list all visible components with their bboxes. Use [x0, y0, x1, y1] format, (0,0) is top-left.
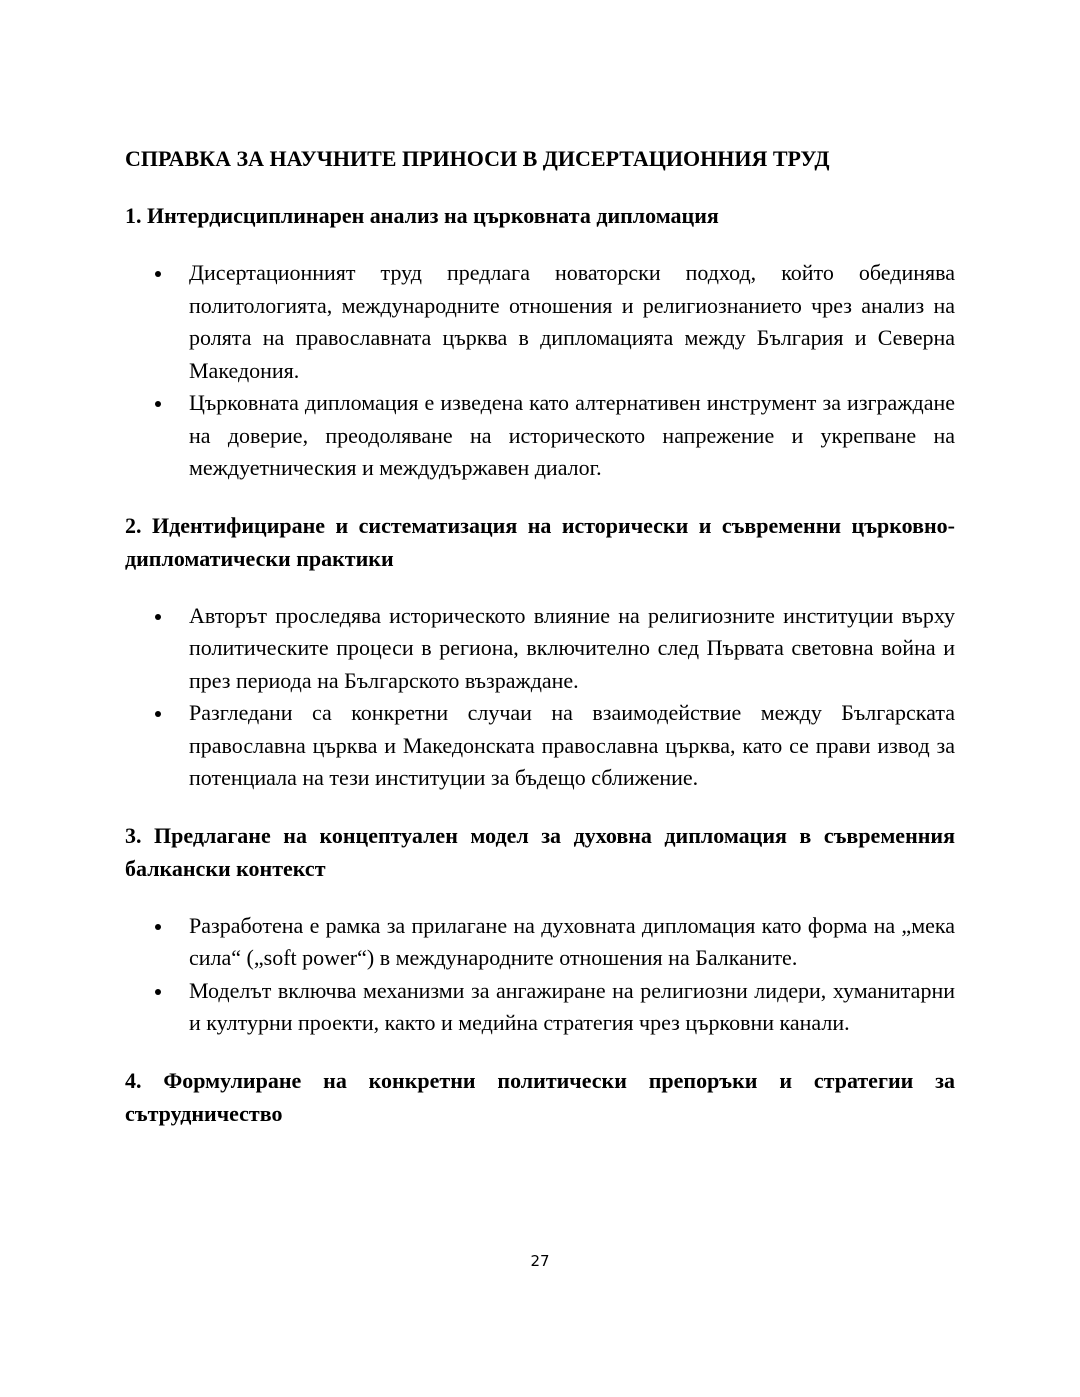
list-item [125, 975, 955, 1040]
page-number: 27 [530, 1252, 550, 1270]
list-item [125, 600, 955, 698]
list-item [125, 257, 955, 387]
bullet-list [125, 600, 955, 795]
section-heading: 1. Интердисциплинарен анализ на църковната дипломация [125, 203, 719, 228]
bullet-list [125, 257, 955, 485]
list-item-text: Авторът проследява историческото влияние на религиозните институции върху политическите процеси в региона, включително след Първата световна война и през периода на Българското възраждане. [189, 602, 955, 693]
bullet-icon [155, 711, 161, 717]
section-heading: 3. Предлагане на концептуален модел за духовна дипломация в съвременния балкански контекст [125, 822, 955, 881]
bullet-icon [155, 271, 161, 277]
list-item-text: Моделът включва механизми за ангажиране на религиозни лидери, хуманитарни и културни проекти, както и медийна стратегия чрез църковни канали. [189, 977, 955, 1035]
bullet-icon [155, 989, 161, 995]
section-3 [125, 819, 955, 1040]
document-title: СПРАВКА ЗА НАУЧНИТЕ ПРИНОСИ В ДИСЕРТАЦИОННИЯ ТРУД [125, 146, 830, 171]
bullet-icon [155, 614, 161, 620]
list-item [125, 697, 955, 795]
list-item [125, 910, 955, 975]
list-item-text: Църковната дипломация е изведена като алтернативен инструмент за изграждане на доверие, преодоляване на историческото напрежение и укрепване на междуетническия и междудържавен диалог. [189, 390, 955, 480]
section-2 [125, 509, 955, 795]
section-heading: 4. Формулиране на конкретни политически препоръки и стратегии за сътрудничество [125, 1067, 955, 1126]
list-item-text: Дисертационният труд предлага новаторски подход, който обединява политологията, международните отношения и религиознанието чрез анализ на ролята на православната църква в дипломацията между България и Северна Македония. [189, 260, 955, 383]
section-heading: 2. Идентифициране и систематизация на исторически и съвременни църковно-дипломатически практики [125, 512, 955, 571]
list-item [125, 387, 955, 485]
bullet-list [125, 910, 955, 1040]
section-4 [125, 1064, 955, 1130]
list-item-text: Разгледани са конкретни случаи на взаимодействие между Българската православна църква и Македонската православна църква, като се прави извод за потенциала на тези институции за бъдещо сближение. [189, 700, 955, 790]
section-1 [125, 199, 955, 485]
bullet-icon [155, 924, 161, 930]
list-item-text: Разработена е рамка за прилагане на духовната дипломация като форма на „мека сила“ („soft power“) в международните отношения на Балканите. [189, 912, 955, 970]
bullet-icon [155, 401, 161, 407]
page-content [125, 143, 955, 1130]
